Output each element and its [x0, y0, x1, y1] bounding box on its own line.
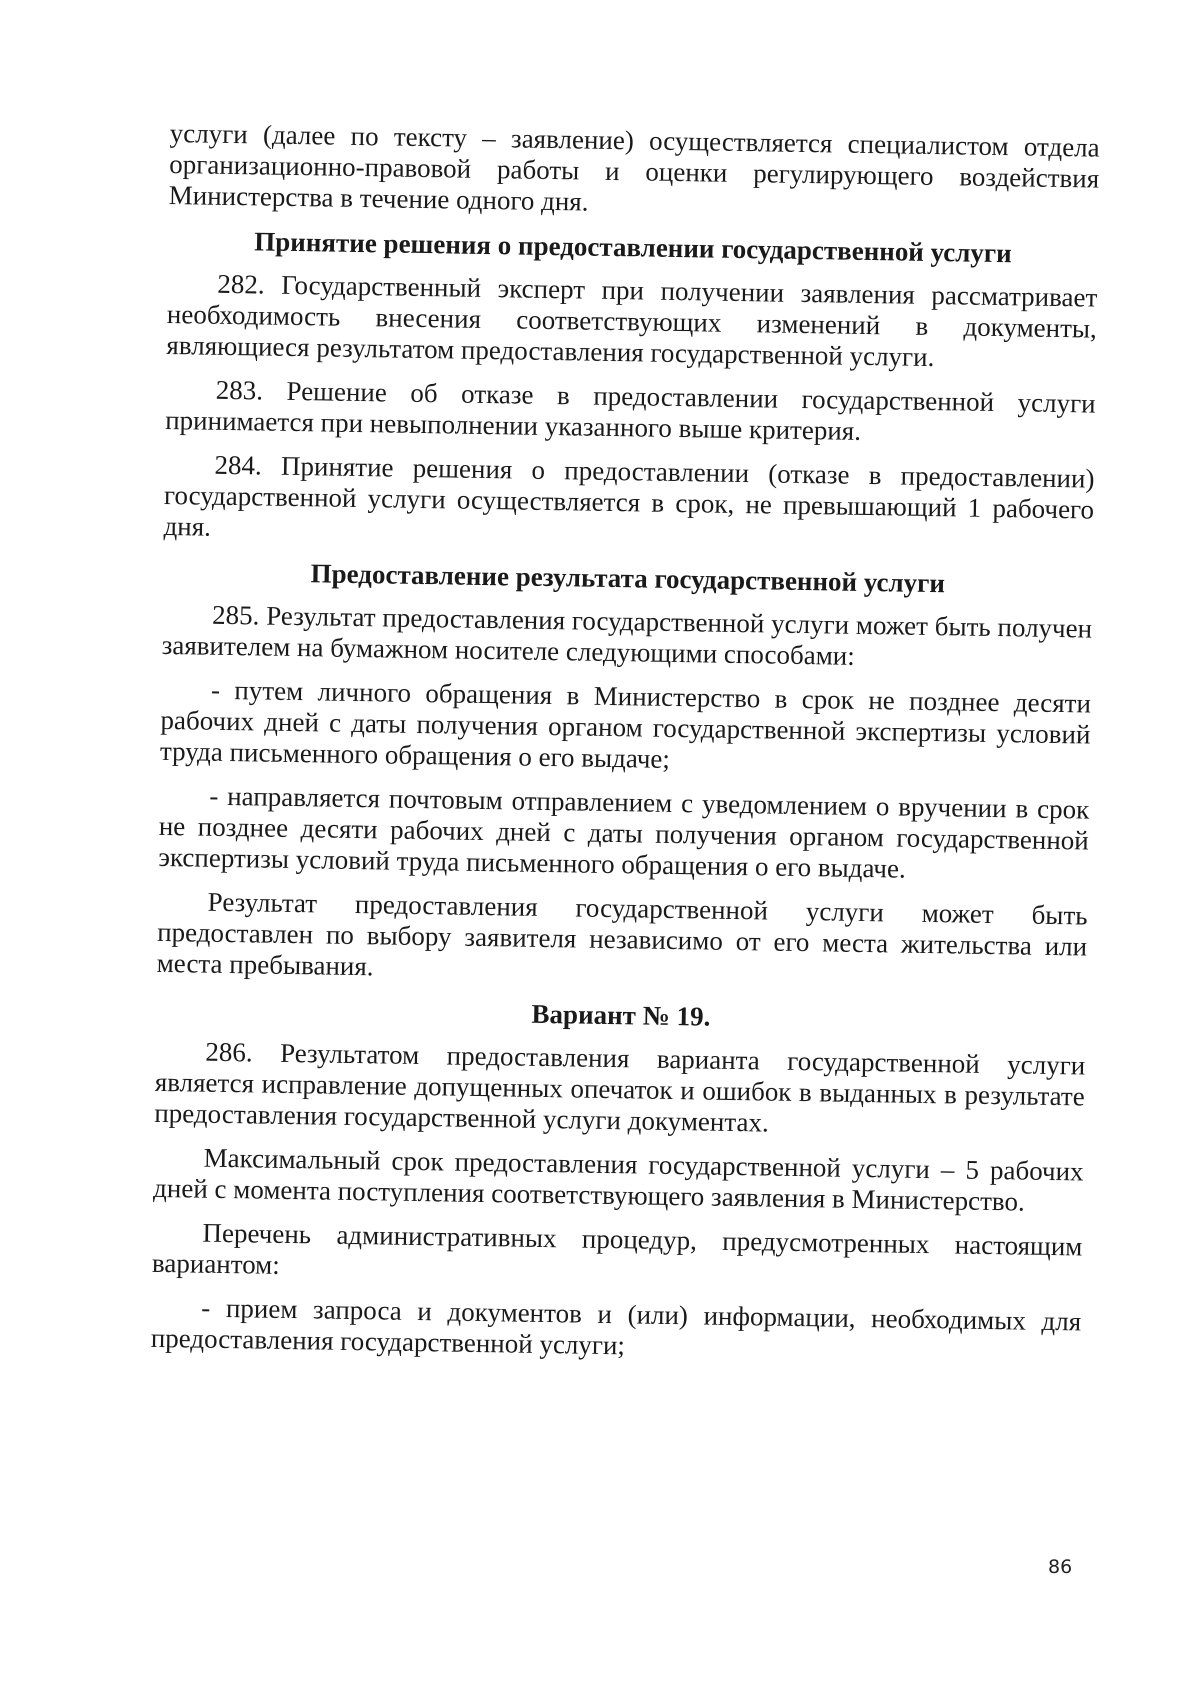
- paragraph-286-procedure-list: Перечень административных процедур, предусмотренных настоящим вариантом:: [151, 1217, 1083, 1280]
- section-heading-result: Предоставление результата государственной услуги: [310, 558, 946, 599]
- document-body: [150, 118, 1100, 1381]
- paragraph-285-result-choice: Результат предоставления государственной услуги может быть предоставлен по выбору заявителя независимо от его места жительства или места пребывания.: [156, 886, 1088, 982]
- paragraph-286: 286. Результатом предоставления варианта государственной услуги является исправление допущенных опечаток и ошибок в выданных в результате предоставления государственной услуги документах.: [154, 1036, 1086, 1138]
- paragraph-285-item-personal: - путем личного обращения в Министерство в срок не позднее десяти рабочих дней с даты получения органом государственной экспертизы условий труда письменного обращения о его выдаче;: [159, 674, 1092, 774]
- paragraph-284: 284. Принятие решения о предоставлении (отказе в предоставлении) государственной услуги осуществляется в срок, не превышающий 1 рабочего дня.: [163, 449, 1095, 542]
- paragraph-285: 285. Результат предоставления государственной услуги может быть получен заявителем на бумажном носителе следующими способами:: [161, 599, 1093, 671]
- page-number: 86: [1048, 1556, 1073, 1578]
- paragraph-286-list-item: - прием запроса и документов и (или) информации, необходимых для предоставления государственной услуги;: [150, 1292, 1082, 1361]
- paragraph-intro: услуги (далее по тексту – заявление) осуществляется специалистом отдела организационно-правовой работы и оценки регулирующего воздействия Министерства в течение одного дня.: [168, 118, 1100, 217]
- section-heading-decision: Принятие решения о предоставлении государственной услуги: [254, 226, 1012, 269]
- paragraph-285-item-mail: - направляется почтовым отправлением с уведомлением о вручении в срок не позднее десяти рабочих дней с даты получения органом государственной экспертизы условий труда письменного обращения о его выдаче.: [158, 780, 1090, 884]
- paragraph-282: 282. Государственный эксперт при получении заявления рассматривает необходимость внесения соответствующих изменений в документы, являющиеся результатом предоставления государственной услуги.: [166, 268, 1098, 373]
- paragraph-283: 283. Решение об отказе в предоставлении государственной услуги принимается при невыполнении указанного выше критерия.: [165, 374, 1096, 446]
- section-heading-variant: Вариант № 19.: [531, 998, 711, 1032]
- paragraph-286-max-term: Максимальный срок предоставления государственной услуги – 5 рабочих дней с момента поступления соответствующего заявления в Министерство.: [152, 1142, 1084, 1217]
